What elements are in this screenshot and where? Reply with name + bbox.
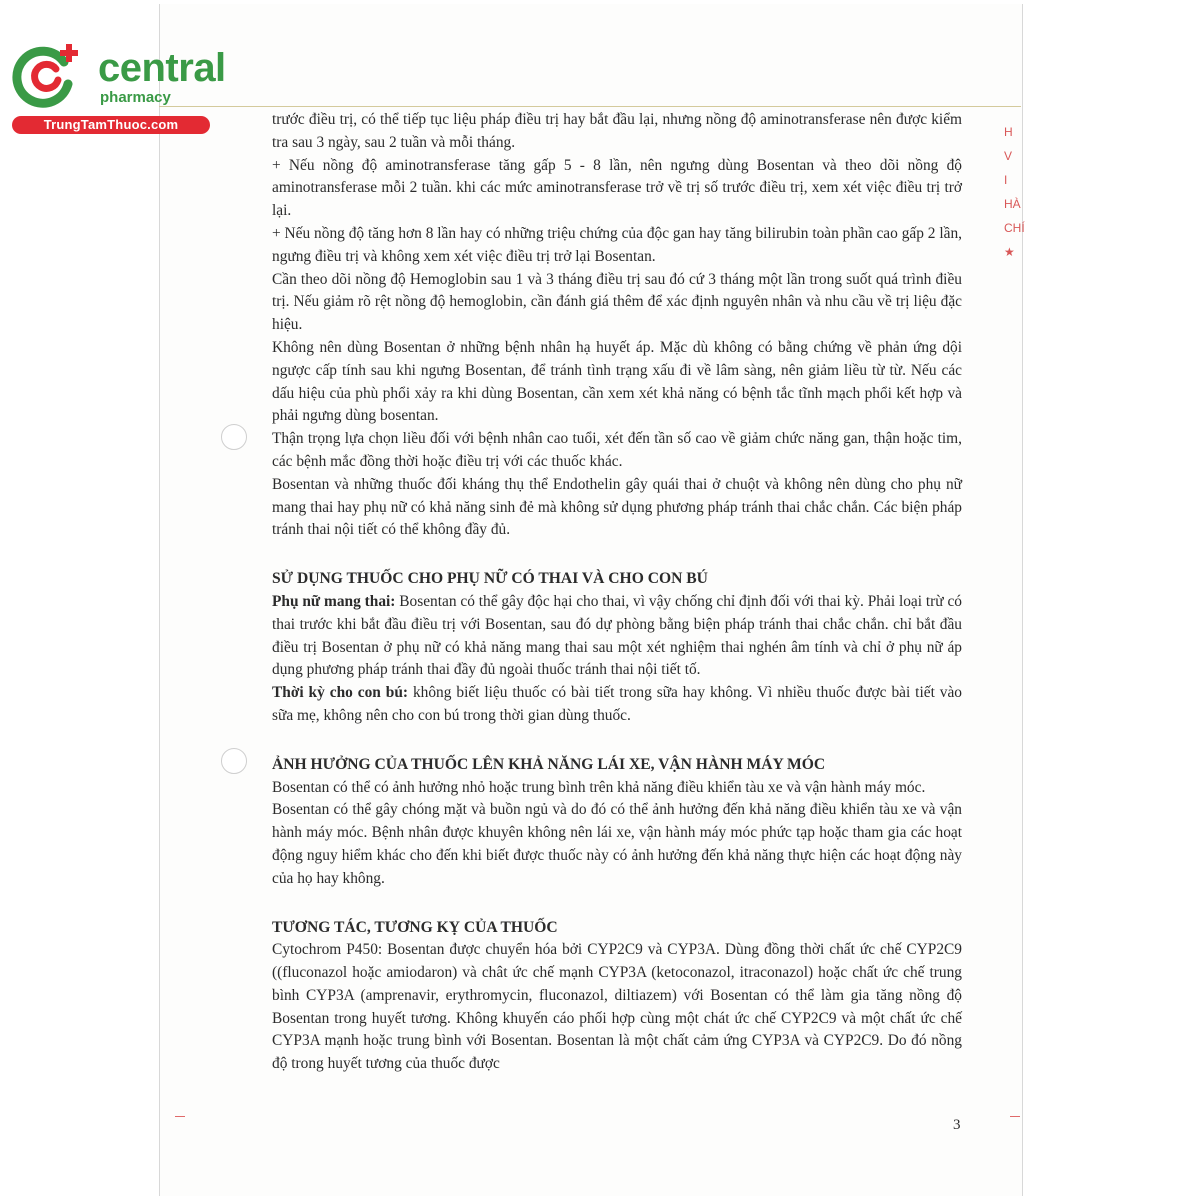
paragraph: Bosentan có thể có ảnh hưởng nhỏ hoặc trung bình trên khả năng điều khiển tàu xe và vận hành máy móc.: [272, 778, 926, 796]
page-top-rule: [159, 106, 1021, 107]
section-heading-interactions: TƯƠNG TÁC, TƯƠNG KỴ CỦA THUỐC: [272, 918, 558, 936]
paragraph-text: Bosentan có thể gây độc hại cho thai, vì vậy chống chỉ định đối với thai kỳ. Phải loại trừ có thai trước khi bắt đầu điều trị với Bosentan, sau đó dự phòng bằng biện pháp tránh thai chắc chắn. chỉ bắt đầu điều trị Bosentan ở phụ nữ có khả năng mang thai sau một xét nghiệm thai nghén âm tính và chỉ ở phụ nữ áp dụng phương pháp tránh thai đầy đủ ngoài thuốc tránh thai nội tiết tố.: [272, 592, 962, 679]
paragraph: Bosentan và những thuốc đối kháng thụ thể Endothelin gây quái thai ở chuột và không nên dùng cho phụ nữ mang thai hay phụ nữ có khả năng sinh đẻ mà không sử dụng phương pháp tránh thai chắc chắn. Các biện pháp tránh thai nội tiết có thể không đầy đủ.: [272, 475, 962, 539]
paragraph: Cần theo dõi nồng độ Hemoglobin sau 1 và 3 tháng điều trị sau đó cứ 3 tháng một lần trong suốt quá trình điều trị. Nếu giảm rõ rệt nồng độ hemoglobin, cần đánh giá thêm để xác định nguyên nhân và nhu cầu về trị liệu đặc hiệu.: [272, 270, 962, 334]
paragraph-text: không biết liệu thuốc có bài tiết trong sữa hay không. Vì nhiều thuốc được bài tiết vào sữa mẹ, không nên cho con bú trong thời gian dùng thuốc.: [272, 684, 962, 724]
paragraph: Bosentan có thể gây chóng mặt và buồn ngủ và do đó có thể ảnh hưởng đến khả năng điều khiển tàu xe và vận hành máy móc. Bệnh nhân được khuyên không nên lái xe, vận hành máy móc phức tạp hoặc tham gia các hoạt động nguy hiểm khác cho đến khi biết được thuốc này có ảnh hưởng đến khả năng thực hiện các hoạt động này của họ hay không.: [272, 801, 962, 887]
paragraph-lactation: [272, 682, 962, 728]
section-heading-driving: ẢNH HƯỞNG CỦA THUỐC LÊN KHẢ NĂNG LÁI XE, VẬN HÀNH MÁY MÓC: [272, 755, 826, 773]
paragraph: + Nếu nồng độ aminotransferase tăng gấp 5 - 8 lần, nên ngưng dùng Bosentan và theo dõi nồng độ aminotransferase mỗi 2 tuần. khi các mức aminotransferase trở về trị số trước điều trị, xem xét việc điều trị trở lại.: [272, 156, 962, 220]
logo-subtitle: pharmacy: [100, 89, 171, 106]
section-heading-pregnancy: SỬ DỤNG THUỐC CHO PHỤ NỮ CÓ THAI VÀ CHO CON BÚ: [272, 570, 708, 588]
paragraph-label: Thời kỳ cho con bú:: [272, 684, 409, 702]
paragraph: Thận trọng lựa chọn liều đối với bệnh nhân cao tuổi, xét đến tần số cao về giảm chức năng gan, thận hoặc tim, các bệnh mắc đồng thời hoặc điều trị với các thuốc khác.: [272, 430, 962, 470]
document-body: [272, 109, 962, 1076]
paragraph: trước điều trị, có thể tiếp tục liệu pháp điều trị hay bắt đầu lại, nhưng nồng độ aminotransferase nên được kiểm tra sau 3 ngày, sau 2 tuần và mỗi tháng.: [272, 111, 962, 151]
red-stamp-fragment: H V I HÀ CHÍ ★: [1004, 125, 1025, 259]
paragraph: Không nên dùng Bosentan ở những bệnh nhân hạ huyết áp. Mặc dù không có bằng chứng về phản ứng dội ngược cấp tính sau khi ngưng Bosentan, để tránh tình trạng xấu đi về lâm sàng, nên giảm liều từ từ. Nếu các dấu hiệu của phù phổi xảy ra khi dùng Bosentan, cần xem xét khả năng có bệnh tắc tĩnh mạch phổi kết hợp và phải ngưng dùng bosentan.: [272, 338, 962, 425]
central-pharmacy-logo-icon: [12, 38, 84, 110]
logo-name: central: [98, 46, 226, 90]
page-number: 3: [953, 1117, 961, 1133]
margin-mark: [1010, 1116, 1020, 1117]
punch-hole: [221, 748, 247, 774]
punch-hole: [221, 424, 247, 450]
paragraph-pregnancy: [272, 591, 962, 682]
paragraph: + Nếu nồng độ tăng hơn 8 lần hay có những triệu chứng của độc gan hay tăng bilirubin toàn phần cao gấp 2 lần, ngưng điều trị và không xem xét việc điều trị trở lại Bosentan.: [272, 224, 962, 265]
paragraph-label: Phụ nữ mang thai:: [272, 592, 396, 610]
logo-banner: TrungTamThuoc.com: [12, 116, 210, 134]
margin-mark: [175, 1116, 185, 1117]
pharmacy-logo: [12, 38, 226, 134]
paragraph: Cytochrom P450: Bosentan được chuyển hóa bởi CYP2C9 và CYP3A. Dùng đồng thời chất ức chế CYP2C9 ((fluconazol hoặc amiodaron) và chât ức chế mạnh CYP3A (ketoconazol, itraconazol) hoặc chất ức chế trung bình CYP3A (amprenavir, erythromycin, fluconazol, diltiazem) với Bosentan có thể làm gia tăng nồng độ Bosentan trong huyết tương. Không khuyến cáo phối hợp cùng một chát ức chế CYP2C9 và một chất ức chế CYP3A mạnh hoặc trung bình với Bosentan. Bosentan là một chất cảm ứng CYP3A và CYP2C9. Do đó nồng độ trong huyết tương của thuốc được: [272, 941, 962, 1073]
